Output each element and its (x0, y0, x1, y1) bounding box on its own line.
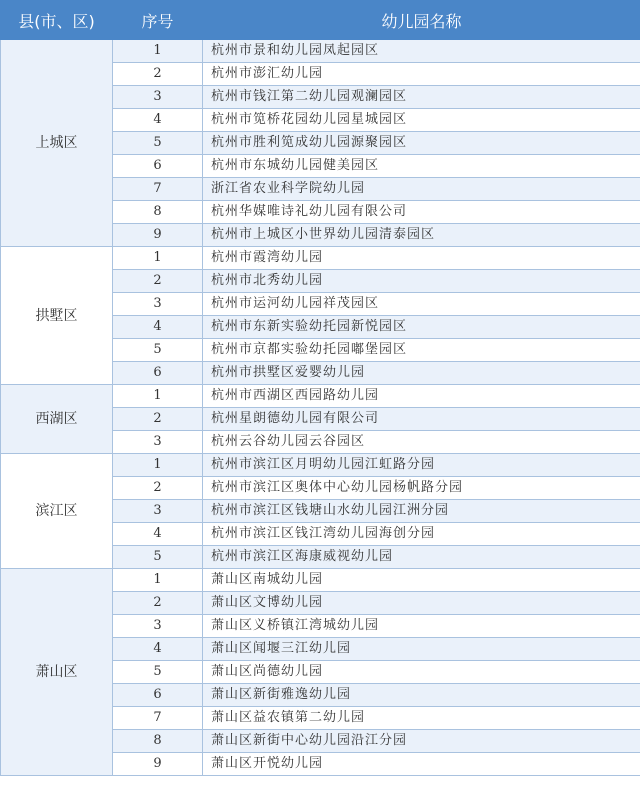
kindergarten-name-cell: 杭州市胜利笕成幼儿园源聚园区 (203, 132, 640, 155)
index-cell: 3 (113, 500, 203, 523)
index-cell: 9 (113, 753, 203, 776)
kindergarten-name-cell: 萧山区闻堰三江幼儿园 (203, 638, 640, 661)
index-cell: 2 (113, 592, 203, 615)
index-cell: 3 (113, 615, 203, 638)
table-header-row (1, 1, 640, 40)
index-cell: 2 (113, 477, 203, 500)
index-cell: 5 (113, 339, 203, 362)
header-name: 幼儿园名称 (203, 1, 640, 40)
index-cell: 3 (113, 431, 203, 454)
kindergarten-name-cell: 杭州市滨江区钱江湾幼儿园海创分园 (203, 523, 640, 546)
index-cell: 6 (113, 362, 203, 385)
table-body (1, 40, 640, 776)
kindergarten-name-cell: 杭州华媒唯诗礼幼儿园有限公司 (203, 201, 640, 224)
kindergarten-name-cell: 杭州市钱江第二幼儿园观澜园区 (203, 86, 640, 109)
kindergarten-name-cell: 杭州市东新实验幼托园新悦园区 (203, 316, 640, 339)
kindergarten-name-cell: 浙江省农业科学院幼儿园 (203, 178, 640, 201)
kindergarten-name-cell: 杭州市滨江区奥体中心幼儿园杨帆路分园 (203, 477, 640, 500)
kindergarten-name-cell: 杭州星朗德幼儿园有限公司 (203, 408, 640, 431)
index-cell: 9 (113, 224, 203, 247)
index-cell: 4 (113, 316, 203, 339)
table-row (1, 247, 640, 270)
kindergarten-name-cell: 萧山区益农镇第二幼儿园 (203, 707, 640, 730)
kindergarten-name-cell: 杭州市澎汇幼儿园 (203, 63, 640, 86)
table-row (1, 454, 640, 477)
kindergarten-name-cell: 杭州云谷幼儿园云谷园区 (203, 431, 640, 454)
index-cell: 4 (113, 109, 203, 132)
table-row (1, 40, 640, 63)
district-cell: 拱墅区 (1, 247, 113, 385)
kindergarten-name-cell: 杭州市滨江区月明幼儿园江虹路分园 (203, 454, 640, 477)
index-cell: 7 (113, 707, 203, 730)
index-cell: 1 (113, 454, 203, 477)
index-cell: 6 (113, 684, 203, 707)
kindergarten-name-cell: 杭州市京都实验幼托园嘟堡园区 (203, 339, 640, 362)
index-cell: 1 (113, 569, 203, 592)
index-cell: 3 (113, 293, 203, 316)
kindergarten-name-cell: 萧山区新街中心幼儿园沿江分园 (203, 730, 640, 753)
kindergarten-name-cell: 萧山区尚德幼儿园 (203, 661, 640, 684)
index-cell: 1 (113, 40, 203, 63)
index-cell: 8 (113, 730, 203, 753)
index-cell: 5 (113, 546, 203, 569)
district-cell: 西湖区 (1, 385, 113, 454)
index-cell: 3 (113, 86, 203, 109)
index-cell: 2 (113, 63, 203, 86)
table-row (1, 569, 640, 592)
kindergarten-name-cell: 杭州市滨江区钱塘山水幼儿园江洲分园 (203, 500, 640, 523)
kindergarten-name-cell: 杭州市拱墅区爱婴幼儿园 (203, 362, 640, 385)
index-cell: 2 (113, 270, 203, 293)
index-cell: 6 (113, 155, 203, 178)
kindergarten-name-cell: 杭州市东城幼儿园健美园区 (203, 155, 640, 178)
kindergarten-name-cell: 杭州市笕桥花园幼儿园星城园区 (203, 109, 640, 132)
index-cell: 5 (113, 661, 203, 684)
kindergarten-name-cell: 杭州市北秀幼儿园 (203, 270, 640, 293)
kindergarten-name-cell: 萧山区义桥镇江湾城幼儿园 (203, 615, 640, 638)
index-cell: 5 (113, 132, 203, 155)
kindergarten-name-cell: 萧山区新街雅逸幼儿园 (203, 684, 640, 707)
kindergarten-name-cell: 萧山区南城幼儿园 (203, 569, 640, 592)
index-cell: 4 (113, 638, 203, 661)
district-cell: 上城区 (1, 40, 113, 247)
district-cell: 萧山区 (1, 569, 113, 776)
kindergarten-name-cell: 杭州市西湖区西园路幼儿园 (203, 385, 640, 408)
kindergarten-name-cell: 杭州市景和幼儿园凤起园区 (203, 40, 640, 63)
kindergarten-name-cell: 杭州市上城区小世界幼儿园清泰园区 (203, 224, 640, 247)
header-district: 县(市、区) (1, 1, 113, 40)
index-cell: 1 (113, 385, 203, 408)
index-cell: 7 (113, 178, 203, 201)
kindergarten-name-cell: 杭州市运河幼儿园祥茂园区 (203, 293, 640, 316)
kindergarten-name-cell: 萧山区开悦幼儿园 (203, 753, 640, 776)
kindergarten-name-cell: 萧山区文博幼儿园 (203, 592, 640, 615)
index-cell: 1 (113, 247, 203, 270)
kindergarten-name-cell: 杭州市霞湾幼儿园 (203, 247, 640, 270)
index-cell: 2 (113, 408, 203, 431)
header-index: 序号 (113, 1, 203, 40)
index-cell: 4 (113, 523, 203, 546)
index-cell: 8 (113, 201, 203, 224)
district-cell: 滨江区 (1, 454, 113, 569)
kindergarten-name-cell: 杭州市滨江区海康威视幼儿园 (203, 546, 640, 569)
table-row (1, 385, 640, 408)
